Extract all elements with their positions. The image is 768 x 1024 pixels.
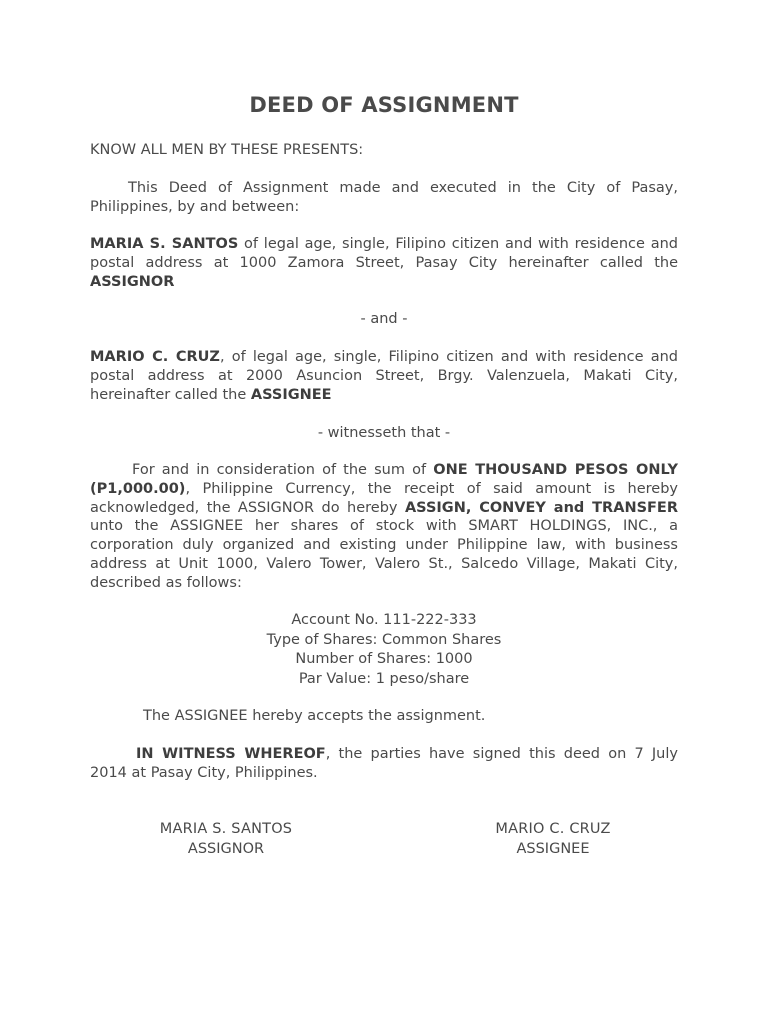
assignee-details: , of legal age, single, Filipino citizen and with residence and postal address at 2000 Asuncion Street, Brgy. Valenzuela, Makati City, hereinafter called the bbox=[90, 349, 678, 403]
salutation: KNOW ALL MEN BY THESE PRESENTS: bbox=[90, 142, 364, 158]
assignor-signature-block bbox=[140, 820, 312, 859]
assignee-signature-name: MARIO C. CRUZ bbox=[495, 821, 611, 837]
consideration-part1: For and in consideration of the sum of bbox=[132, 462, 434, 478]
consideration-amount: ONE THOUSAND PESOS ONLY (P1,000.00) bbox=[90, 462, 678, 497]
document-title: DEED OF ASSIGNMENT bbox=[249, 93, 519, 117]
assignor-signature-role: ASSIGNOR bbox=[187, 840, 265, 857]
assignor-role: ASSIGNOR bbox=[90, 273, 175, 290]
witness-text: , the parties have signed this deed on 7 July 2014 at Pasay City, Philippines. bbox=[90, 746, 678, 781]
acceptance-paragraph: The ASSIGNEE hereby accepts the assignment. bbox=[143, 708, 486, 724]
witness-lead: IN WITNESS WHEREOF bbox=[136, 746, 326, 762]
consideration-paragraph bbox=[90, 461, 678, 593]
consideration-part2: , Philippine Currency, the receipt of said amount is hereby acknowledged, the ASSIGNOR do hereby bbox=[90, 480, 678, 516]
consideration-action: ASSIGN, CONVEY and TRANSFER bbox=[404, 499, 678, 516]
share-count: Number of Shares: 1000 bbox=[295, 651, 473, 667]
assignor-signature-name: MARIA S. SANTOS bbox=[159, 821, 293, 837]
share-type: Type of Shares: Common Shares bbox=[266, 631, 502, 648]
witnesseth-separator: - witnesseth that - bbox=[317, 425, 451, 441]
assignee-signature-role: ASSIGNEE bbox=[516, 840, 590, 857]
assignor-paragraph bbox=[90, 235, 678, 291]
assignee-role: ASSIGNEE bbox=[250, 386, 332, 403]
assignor-name: MARIA S. SANTOS bbox=[90, 236, 239, 252]
account-number: Account No. 111-222-333 bbox=[291, 612, 477, 628]
assignee-paragraph bbox=[90, 348, 678, 404]
assignee-signature-block bbox=[480, 820, 626, 859]
share-details bbox=[90, 611, 678, 689]
assignee-name: MARIO C. CRUZ bbox=[90, 349, 220, 365]
witness-paragraph bbox=[90, 745, 678, 783]
par-value: Par Value: 1 peso/share bbox=[298, 670, 470, 687]
intro-paragraph: This Deed of Assignment made and executed in the City of Pasay, Philippines, by and between: bbox=[90, 180, 678, 215]
assignor-details: of legal age, single, Filipino citizen and with residence and postal address at 1000 Zamora Street, Pasay City hereinafter called the bbox=[90, 236, 678, 271]
and-separator: - and - bbox=[360, 311, 408, 327]
consideration-part3: unto the ASSIGNEE her shares of stock with SMART HOLDINGS, INC., a corporation duly organized and existing under Philippine law, with business address at Unit 1000, Valero Tower, Valero St., Salcedo Village, Makati City, described as follows: bbox=[90, 518, 678, 591]
